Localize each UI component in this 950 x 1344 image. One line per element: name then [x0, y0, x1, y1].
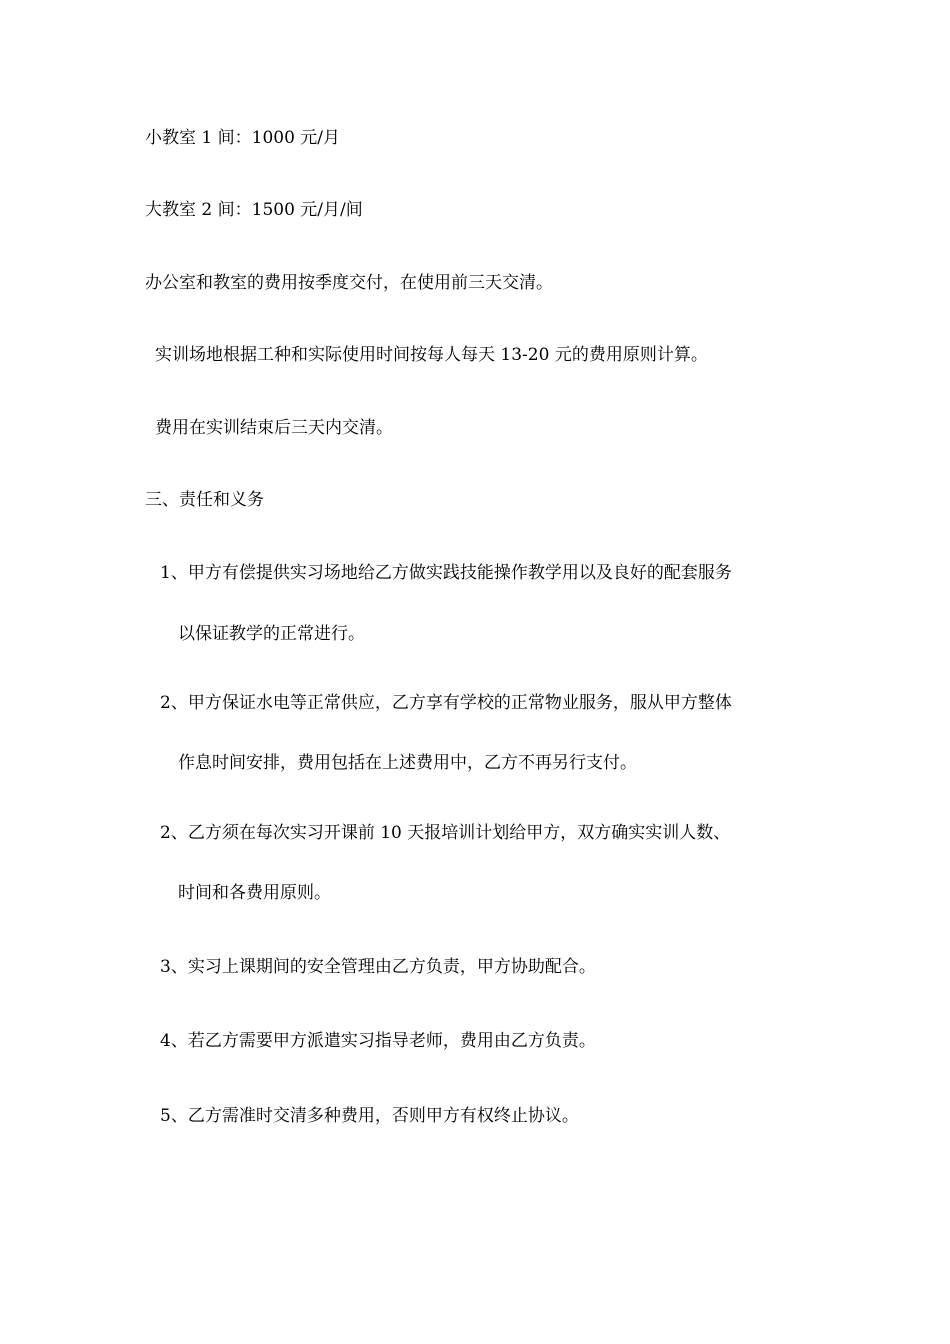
training-site-fee: 实训场地根据工种和实际使用时间按每人每天 13-20 元的费用原则计算。: [155, 345, 708, 365]
section-heading-responsibilities: 三、责任和义务: [145, 490, 264, 510]
clause-3: 3、实习上课期间的安全管理由乙方负责，甲方协助配合。: [160, 957, 596, 977]
small-classroom-fee: 小教室 1 间：1000 元/月: [145, 128, 341, 148]
clause-1-line-2: 以保证教学的正常进行。: [178, 624, 365, 644]
large-classroom-fee: 大教室 2 间：1500 元/月/间: [145, 200, 363, 220]
clause-5: 5、乙方需准时交清多种费用，否则甲方有权终止协议。: [160, 1106, 579, 1126]
training-payment-terms: 费用在实训结束后三天内交清。: [155, 418, 393, 438]
clause-2b-line-2: 时间和各费用原则。: [178, 883, 331, 903]
clause-1-line-1: 1、甲方有偿提供实习场地给乙方做实践技能操作教学用以及良好的配套服务: [160, 563, 732, 583]
office-payment-terms: 办公室和教室的费用按季度交付，在使用前三天交清。: [145, 273, 553, 293]
clause-4: 4、若乙方需要甲方派遣实习指导老师，费用由乙方负责。: [160, 1031, 596, 1051]
clause-2a-line-2: 作息时间安排，费用包括在上述费用中，乙方不再另行支付。: [178, 753, 637, 773]
clause-2b-line-1: 2、乙方须在每次实习开课前 10 天报培训计划给甲方，双方确实实训人数、: [160, 823, 731, 843]
clause-2a-line-1: 2、甲方保证水电等正常供应，乙方享有学校的正常物业服务，服从甲方整体: [160, 693, 732, 713]
